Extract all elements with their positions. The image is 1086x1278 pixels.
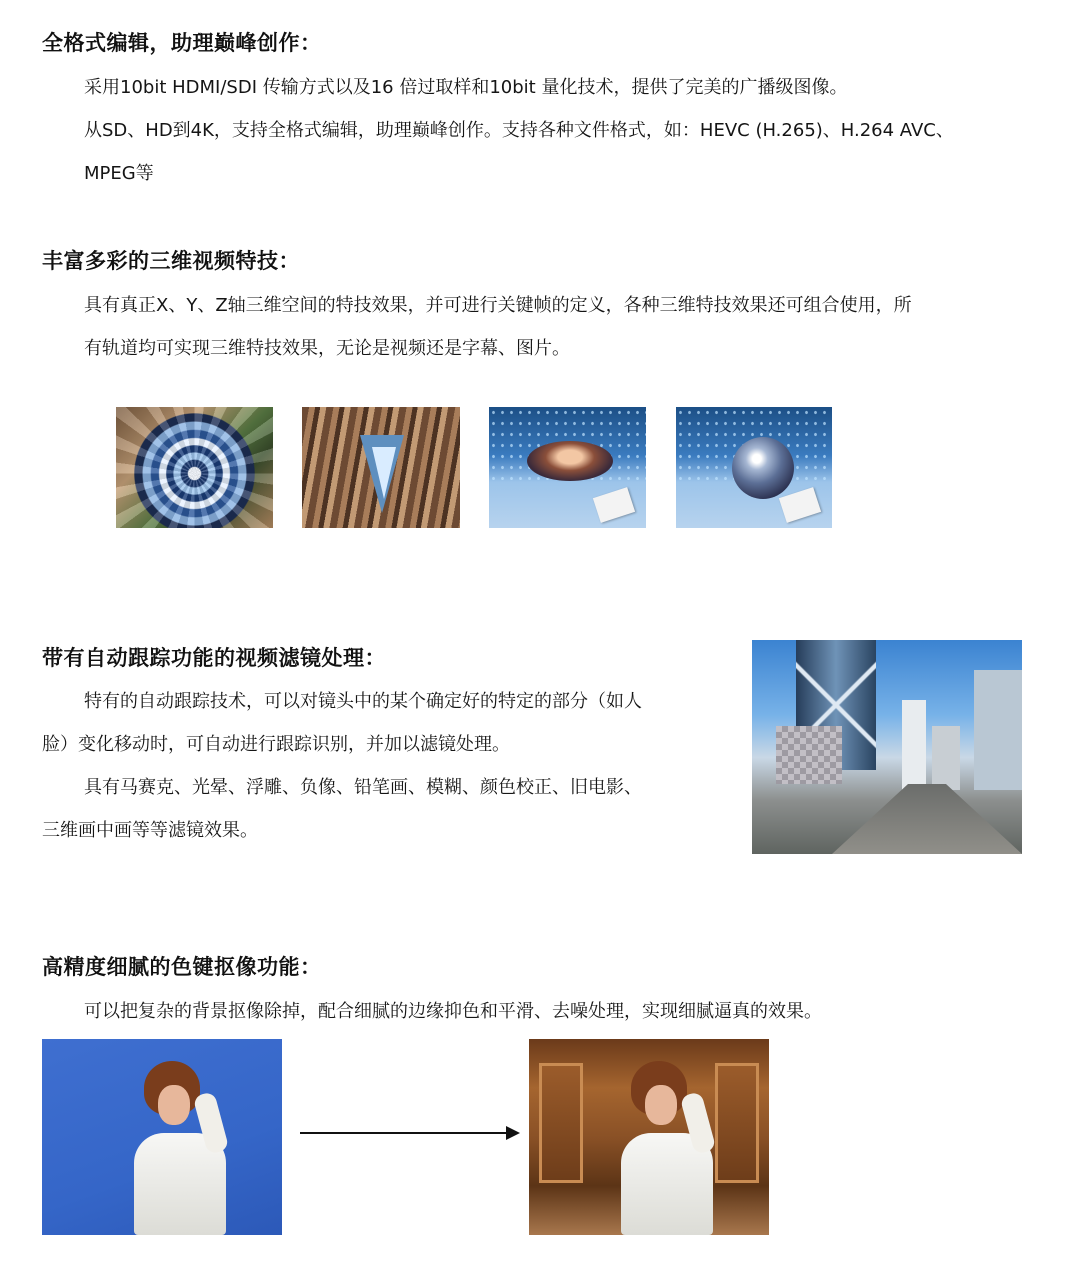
building	[932, 726, 960, 790]
card-shape	[593, 487, 635, 523]
face	[158, 1085, 190, 1125]
effect-thumbnail-disc	[489, 407, 646, 528]
mosaic-patch	[776, 726, 842, 784]
fold-shape-inner	[372, 447, 396, 499]
section-heading-3d-effects: 丰富多彩的三维视频特技：	[42, 249, 300, 273]
section-heading-format-editing: 全格式编辑，助理巅峰创作：	[42, 31, 322, 55]
road	[832, 784, 1022, 854]
paragraph: 具有马赛克、光晕、浮雕、负像、铅笔画、模糊、颜色校正、旧电影、	[84, 777, 642, 798]
paragraph: 脸）变化移动时，可自动进行跟踪识别，并加以滤镜处理。	[42, 734, 510, 755]
effect-thumbnail-swirl	[116, 407, 273, 528]
paragraph: 采用10bit HDMI/SDI 传输方式以及16 倍过取样和10bit 量化技术，提供了完美的广播级图像。	[84, 77, 848, 98]
building	[902, 700, 926, 790]
paragraph: 三维画中画等等滤镜效果。	[42, 820, 258, 841]
effect-thumbnail-sphere	[676, 407, 832, 528]
bluescreen-source-photo	[42, 1039, 282, 1235]
paragraph: 从SD、HD到4K，支持全格式编辑，助理巅峰创作。支持各种文件格式，如：HEVC (H.265)、H.264 AVC、	[84, 120, 954, 141]
paragraph: 可以把复杂的背景抠像除掉，配合细腻的边缘抑色和平滑、去噪处理，实现细腻逼真的效果。	[84, 1001, 822, 1022]
wood-panel	[539, 1063, 583, 1183]
paragraph: MPEG等	[84, 163, 154, 184]
section-heading-tracking-filter: 带有自动跟踪功能的视频滤镜处理：	[42, 646, 386, 670]
person	[609, 1057, 729, 1235]
card-shape	[779, 487, 821, 523]
face	[645, 1085, 677, 1125]
mosaic-tracking-photo	[752, 640, 1022, 854]
paragraph: 特有的自动跟踪技术，可以对镜头中的某个确定好的特定的部分（如人	[84, 691, 642, 712]
sphere-shape	[732, 437, 794, 499]
arrow-right-icon	[300, 1124, 522, 1142]
keyed-composite-photo	[529, 1039, 769, 1235]
paragraph: 有轨道均可实现三维特技效果，无论是视频还是字幕、图片。	[84, 338, 570, 359]
building	[974, 670, 1022, 790]
effect-thumbnail-fold	[302, 407, 460, 528]
paragraph: 具有真正X、Y、Z轴三维空间的特技效果，并可进行关键帧的定义，各种三维特技效果还可组合使用，所	[84, 295, 912, 316]
section-heading-chroma-key: 高精度细腻的色键抠像功能：	[42, 955, 322, 979]
disc-shape	[527, 441, 613, 481]
person	[122, 1057, 242, 1235]
